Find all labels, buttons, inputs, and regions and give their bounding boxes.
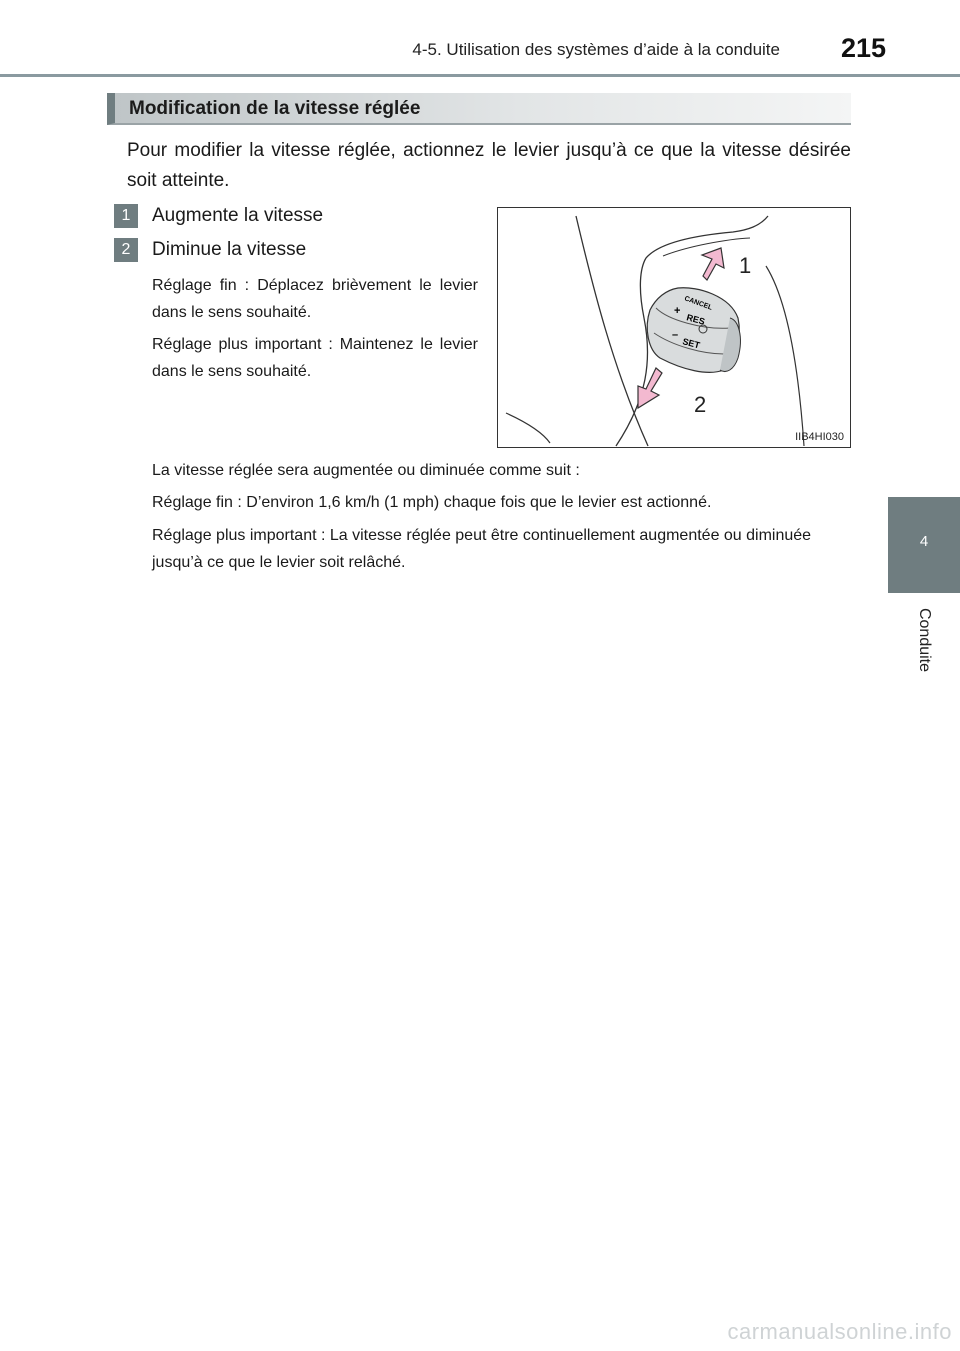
figure-code: IIB4HI030 [795,431,844,443]
arrow-up-icon [702,248,724,280]
lever-label-set: SET [681,336,701,351]
item-number-badge: 1 [114,204,138,228]
figure-callout-1: 1 [739,253,752,278]
page-number: 215 [840,33,886,63]
item-number-badge: 2 [114,238,138,262]
chapter-tab-number: 4 [919,533,929,550]
section-title: Modification de la vitesse réglée [129,98,421,119]
lever-label-plus: + [674,305,681,317]
chapter-tab[interactable] [888,497,960,593]
section-heading [107,93,851,125]
header-rule [0,74,960,77]
lever-label-minus: – [672,329,679,341]
lever-illustration [498,208,850,447]
body-paragraph: La vitesse réglée sera augmentée ou diminuée comme suit : [152,462,580,479]
lever-figure [497,207,851,448]
watermark: carmanualsonline.info [727,1319,952,1344]
body-paragraph: Réglage fin : D’environ 1,6 km/h (1 mph) chaque fois que le levier est actionné. [152,494,712,511]
note-fine-adjust: Réglage fin : Déplacez brièvement le levier dans le sens souhaité. [152,277,478,321]
note-large-adjust: Réglage plus important : Maintenez le levier dans le sens souhaité. [152,336,478,380]
arrow-down-icon [638,368,662,408]
lever-label-cancel: CANCEL [683,295,714,312]
body-paragraph: Réglage plus important : La vitesse réglée peut être continuellement augmentée ou diminuée jusqu’à ce que le levier soit relâché. [152,527,812,571]
chapter-tab-label: Conduite [916,607,933,673]
figure-callout-2: 2 [694,392,707,417]
chapter-header: 4-5. Utilisation des systèmes d’aide à la conduite [412,40,780,59]
intro-paragraph: Pour modifier la vitesse réglée, actionnez le levier jusqu’à ce que la vitesse désirée soit atteinte. [127,140,851,191]
item-text: Augmente la vitesse [152,205,324,226]
lever-label-res: RES [685,312,706,327]
item-text: Diminue la vitesse [152,239,307,260]
